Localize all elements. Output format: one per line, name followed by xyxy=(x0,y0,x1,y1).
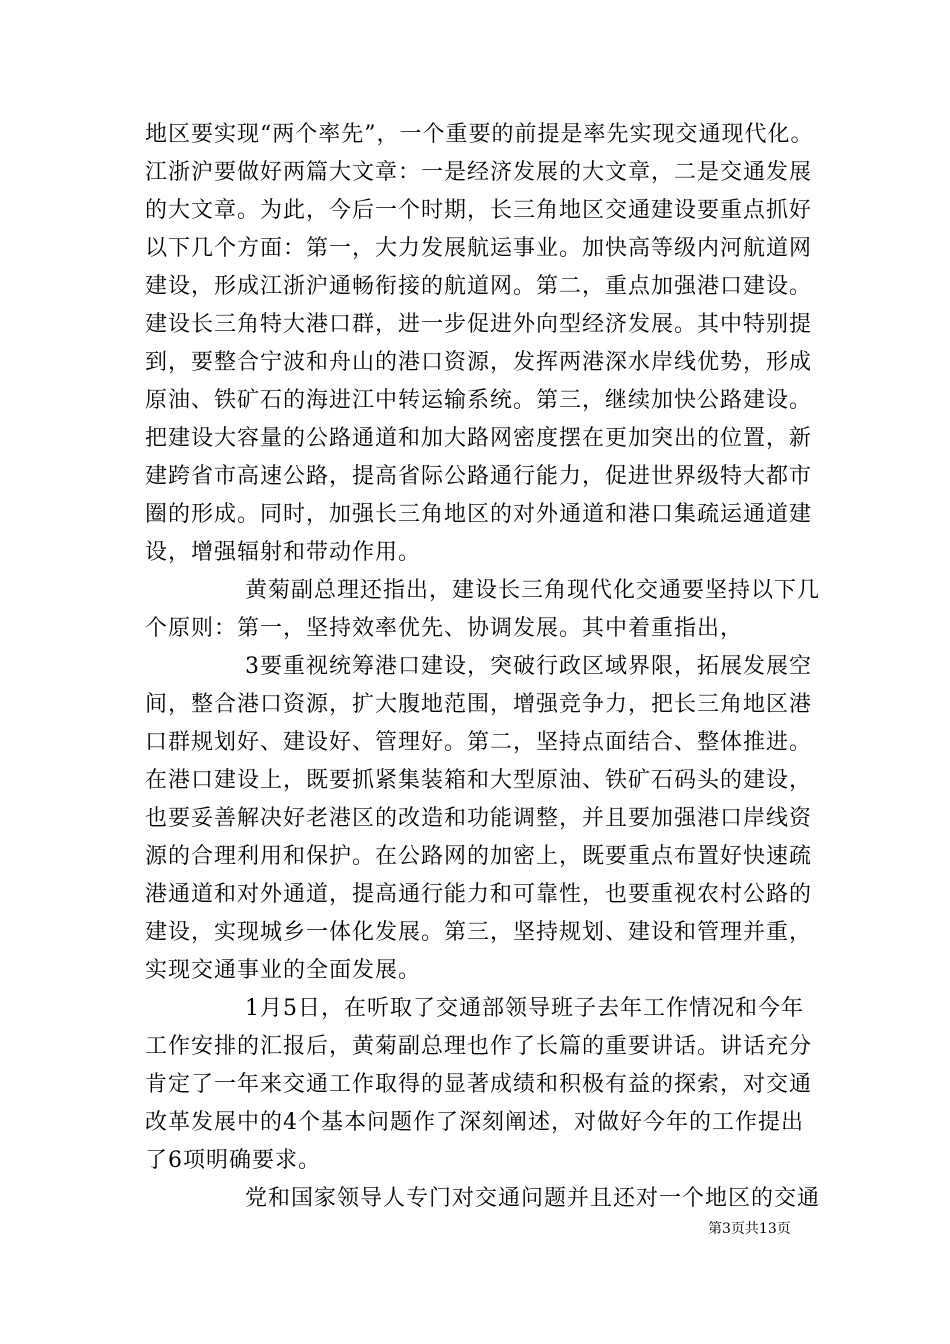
text-line: 1月5日，在听取了交通部领导班子去年工作情况和今年 xyxy=(245,996,804,1021)
text-line: 建设长三角特大港口群，进一步促进外向型经济发展。其中特别提 xyxy=(145,312,813,337)
text-line: 个原则：第一，坚持效率优先、协调发展。其中着重指出， xyxy=(145,616,744,641)
text-line: 建跨省市高速公路，提高省际公路通行能力，促进世界级特大都市 xyxy=(145,464,813,489)
text-line: 以下几个方面：第一，大力发展航运事业。加快高等级内河航道网 xyxy=(145,236,813,261)
text-line: 把建设大容量的公路通道和加大路网密度摆在更加突出的位置，新 xyxy=(145,426,813,451)
text-line: 也要妥善解决好老港区的改造和功能调整，并且要加强港口岸线资 xyxy=(145,806,813,831)
text-line: 设，增强辐射和带动作用。 xyxy=(145,540,422,565)
text-line: 口群规划好、建设好、管理好。第二，坚持点面结合、整体推进。 xyxy=(145,730,813,755)
text-line: 黄菊副总理还指出，建设长三角现代化交通要坚持以下几 xyxy=(245,578,821,603)
text-line: 间，整合港口资源，扩大腹地范围，增强竞争力，把长三角地区港 xyxy=(145,692,813,717)
text-line: 建设，形成江浙沪通畅衔接的航道网。第二，重点加强港口建设。 xyxy=(145,274,813,299)
text-line: 原油、铁矿石的海进江中转运输系统。第三，继续加快公路建设。 xyxy=(145,388,813,413)
text-line: 实现交通事业的全面发展。 xyxy=(145,958,422,983)
text-line: 肯定了一年来交通工作取得的显著成绩和积极有益的探索，对交通 xyxy=(145,1072,813,1097)
text-line: 在港口建设上，既要抓紧集装箱和大型原油、铁矿石码头的建设， xyxy=(145,768,813,793)
text-line: 的大文章。为此，今后一个时期，长三角地区交通建设要重点抓好 xyxy=(145,198,813,223)
text-line: 改革发展中的4个基本问题作了深刻阐述，对做好今年的工作提出 xyxy=(145,1110,804,1135)
text-line: 圈的形成。同时，加强长三角地区的对外通道和港口集疏运通道建 xyxy=(145,502,813,527)
text-line: 港通道和对外通道，提高通行能力和可靠性，也要重视农村公路的 xyxy=(145,882,813,907)
text-line: 工作安排的汇报后，黄菊副总理也作了长篇的重要讲话。讲话充分 xyxy=(145,1034,813,1059)
text-line: 党和国家领导人专门对交通问题并且还对一个地区的交通 xyxy=(245,1186,821,1211)
text-line: 建设，实现城乡一体化发展。第三，坚持规划、建设和管理并重， xyxy=(145,920,813,945)
text-line: 3要重视统筹港口建设，突破行政区域界限，拓展发展空 xyxy=(245,654,812,679)
text-line: 到，要整合宁波和舟山的港口资源，发挥两港深水岸线优势，形成 xyxy=(145,350,813,375)
text-line: 地区要实现“两个率先”，一个重要的前提是率先实现交通现代化。 xyxy=(145,122,814,147)
text-line: 了6项明确要求。 xyxy=(145,1148,321,1173)
page-number: 第3页共13页 xyxy=(708,1221,791,1237)
text-line: 江浙沪要做好两篇大文章：一是经济发展的大文章，二是交通发展 xyxy=(145,160,813,185)
text-line: 源的合理利用和保护。在公路网的加密上，既要重点布置好快速疏 xyxy=(145,844,813,869)
